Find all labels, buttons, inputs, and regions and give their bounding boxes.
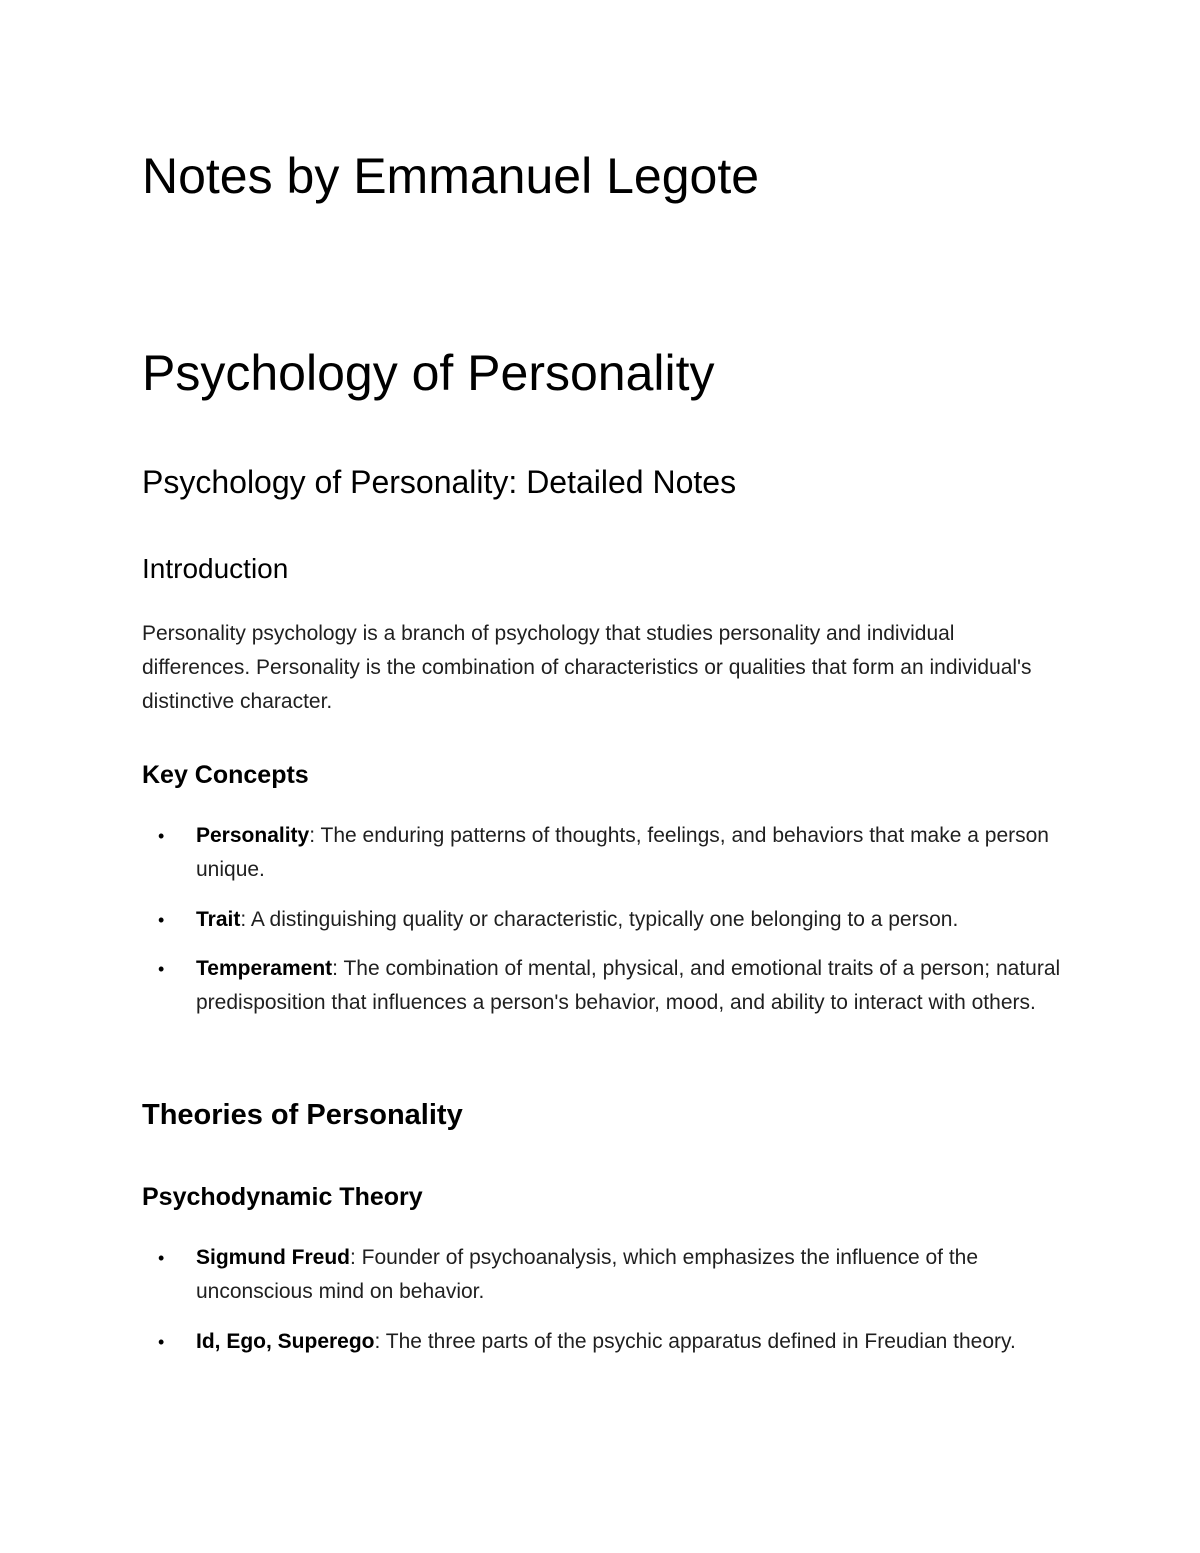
list-item <box>142 1325 1062 1393</box>
page-title: Psychology of Personality <box>142 345 715 401</box>
list-item <box>142 819 1062 887</box>
author-title: Notes by Emmanuel Legote <box>142 148 760 204</box>
theories-heading: Theories of Personality <box>142 1099 463 1131</box>
concept-definition: : A distinguishing quality or characteristic, typically one belonging to a person. <box>240 908 959 931</box>
psychodynamic-list <box>142 1241 1062 1393</box>
theory-term: Id, Ego, Superego <box>196 1330 375 1353</box>
psychodynamic-heading: Psychodynamic Theory <box>142 1183 423 1211</box>
list-item <box>142 952 1062 1054</box>
subtitle: Psychology of Personality: Detailed Notes <box>142 464 737 500</box>
introduction-heading: Introduction <box>142 553 289 584</box>
list-item <box>142 1241 1062 1309</box>
bullet-icon: • <box>158 826 165 846</box>
list-item <box>142 903 1062 937</box>
concept-definition: : The combination of mental, physical, and emotional traits of a person; natural predisposition that influences a person's behavior, mood, and ability to interact with others. <box>196 957 1061 1014</box>
theory-term: Sigmund Freud <box>196 1246 350 1269</box>
key-concepts-heading: Key Concepts <box>142 761 309 789</box>
bullet-icon: • <box>158 910 165 930</box>
concept-term: Temperament <box>196 957 333 980</box>
concept-term: Trait <box>196 908 241 931</box>
introduction-paragraph: Personality psychology is a branch of psychology that studies personality and individual differences. Personality is the combination of characteristics or qualities that form an individual's distinctive character. <box>142 622 1032 713</box>
theory-definition: : The three parts of the psychic apparatus defined in Freudian theory. <box>374 1330 1016 1353</box>
concept-term: Personality <box>196 824 310 847</box>
bullet-icon: • <box>158 1332 165 1352</box>
bullet-icon: • <box>158 959 165 979</box>
theory-definition: : Founder of psychoanalysis, which emphasizes the influence of the unconscious mind on behavior. <box>196 1246 979 1303</box>
bullet-icon: • <box>158 1248 165 1268</box>
key-concepts-list <box>142 819 1062 1054</box>
concept-definition: : The enduring patterns of thoughts, feelings, and behaviors that make a person unique. <box>196 824 1049 881</box>
